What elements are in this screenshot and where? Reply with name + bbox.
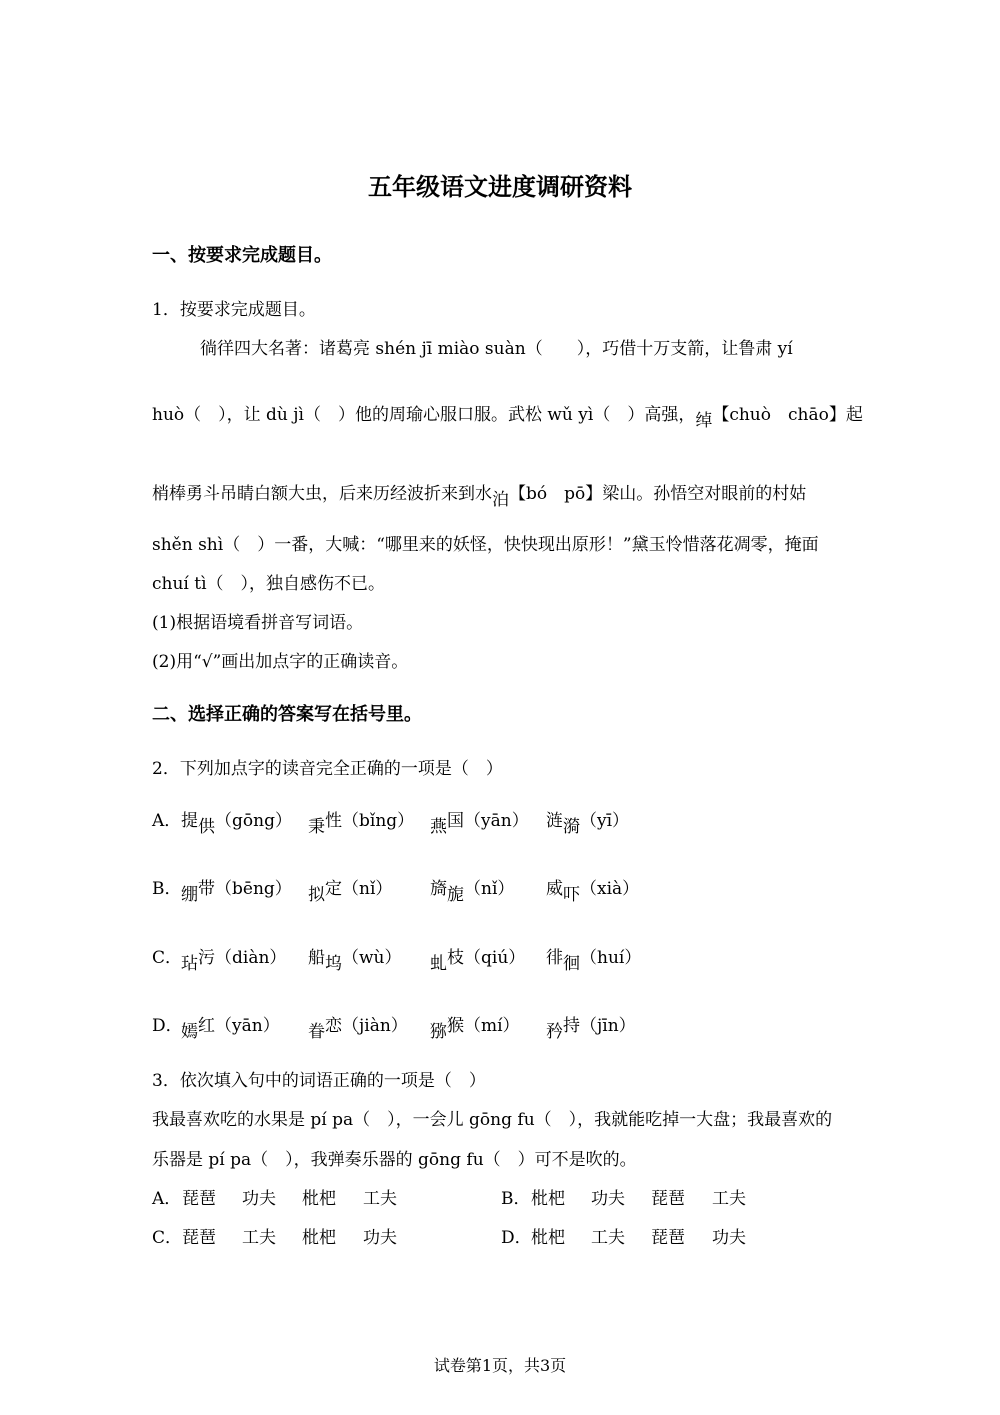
question-2-option-d[interactable]: [152, 1016, 852, 1044]
question-3-label: 3．依次填入句中的词语正确的一项是（ ）: [152, 1071, 486, 1091]
dotted-char: 猕: [430, 1022, 447, 1042]
question-3-option-a[interactable]: [152, 1189, 412, 1211]
pinyin: （wù）: [342, 948, 402, 968]
pinyin: （jīn）: [580, 1016, 636, 1036]
option-word: 燕国（yān）: [430, 811, 529, 837]
option-word: 绷带（bēng）: [181, 879, 292, 905]
dotted-char: 绰: [695, 411, 713, 431]
page-title: 五年级语文进度调研资料: [368, 172, 632, 201]
pinyin: （nǐ）: [464, 879, 515, 899]
dotted-char: 绷: [181, 885, 198, 905]
question-2-option-b[interactable]: [152, 879, 852, 907]
dotted-char: 眷: [308, 1022, 325, 1042]
dotted-char: 秉: [308, 817, 325, 837]
dotted-char: 虬: [430, 954, 447, 974]
option-word: 旖旎（nǐ）: [430, 879, 515, 905]
question-1-passage-line-3: 梢棒勇斗吊睛白额大虫，后来历经波折来到水泊【bó pō】梁山。孙悟空对眼前的村姑: [152, 484, 807, 510]
pinyin: （yī）: [580, 811, 630, 831]
dotted-char: 漪: [563, 817, 580, 837]
option-letter: D．: [152, 1016, 183, 1036]
option-letter: A．: [152, 811, 182, 831]
option-word: 功夫: [363, 1228, 397, 1248]
dotted-char: 旎: [447, 885, 464, 905]
pinyin: （yān）: [215, 1016, 280, 1036]
question-1-label: 1．按要求完成题目。: [152, 300, 316, 320]
pinyin: （qiú）: [464, 948, 526, 968]
option-word: 提供（gōng）: [181, 811, 292, 837]
dotted-char: 吓: [563, 885, 580, 905]
dotted-char: 拟: [308, 885, 325, 905]
option-letter: C．: [152, 1228, 183, 1248]
option-word: 功夫: [712, 1228, 746, 1248]
option-word: 琵琶: [651, 1228, 685, 1248]
option-word: 工夫: [242, 1228, 276, 1248]
pinyin: （yān）: [464, 811, 529, 831]
option-word: 嫣红（yān）: [181, 1016, 280, 1042]
option-word: 矜持（jīn）: [546, 1016, 636, 1042]
question-1-sub-2: (2)用“√”画出加点字的正确读音。: [152, 652, 409, 672]
option-word: 虬枝（qiú）: [430, 948, 526, 974]
dotted-char: 泊: [492, 490, 509, 510]
dotted-char: 嫣: [181, 1022, 198, 1042]
option-letter: B．: [152, 879, 182, 899]
option-word: 功夫: [591, 1189, 625, 1209]
option-word: 徘徊（huí）: [546, 948, 642, 974]
pinyin: （gōng）: [215, 811, 292, 831]
option-word: 功夫: [242, 1189, 276, 1209]
pinyin: （mí）: [464, 1016, 520, 1036]
option-word: 枇杷: [302, 1189, 336, 1209]
question-3-line-2: 乐器是 pí pa（ ），我弹奏乐器的 gōng fu（ ）可不是吹的。: [152, 1150, 637, 1170]
option-letter: A．: [152, 1189, 182, 1209]
dotted-char: 坞: [325, 954, 342, 974]
dotted-char: 供: [198, 817, 215, 837]
question-2-option-a[interactable]: [152, 811, 852, 839]
question-1-passage-line-2: huò（ ），让 dù jì（ ）他的周瑜心服口服。武松 wǔ yì（ ）高强，绰【chuò chāo】起: [152, 405, 863, 431]
dotted-char: 燕: [430, 817, 447, 837]
section-1-heading: 一、按要求完成题目。: [152, 245, 332, 266]
page-footer: 试卷第1页，共3页: [433, 1356, 567, 1375]
option-word: 拟定（nǐ）: [308, 879, 393, 905]
option-word: 威吓（xià）: [546, 879, 640, 905]
dotted-char: 徊: [563, 954, 580, 974]
question-1-sub-1: (1)根据语境看拼音写词语。: [152, 613, 364, 633]
option-word: 枇杷: [531, 1189, 565, 1209]
option-letter: D．: [501, 1228, 532, 1248]
option-word: 工夫: [591, 1228, 625, 1248]
option-word: 秉性（bǐng）: [308, 811, 415, 837]
pinyin: （nǐ）: [342, 879, 393, 899]
pinyin: （xià）: [580, 879, 640, 899]
dotted-char: 矜: [546, 1022, 563, 1042]
option-letter: C．: [152, 948, 183, 968]
option-word: 枇杷: [531, 1228, 565, 1248]
section-2-heading: 二、选择正确的答案写在括号里。: [152, 704, 422, 725]
question-1-passage-line-5: chuí tì（ ），独自感伤不已。: [152, 574, 386, 594]
pinyin: （diàn）: [215, 948, 287, 968]
option-word: 玷污（diàn）: [181, 948, 287, 974]
question-3-option-c[interactable]: [152, 1228, 412, 1250]
option-word: 琵琶: [182, 1228, 216, 1248]
pinyin: （jiàn）: [342, 1016, 408, 1036]
dotted-char: 玷: [181, 954, 198, 974]
option-word: 船坞（wù）: [308, 948, 402, 974]
pinyin: （bēng）: [215, 879, 292, 899]
option-word: 工夫: [712, 1189, 746, 1209]
option-word: 枇杷: [302, 1228, 336, 1248]
question-1-passage-line-4: shěn shì（ ）一番，大喊：“哪里来的妖怪，快快现出原形！”黛玉怜惜落花凋零，掩面: [152, 535, 819, 555]
option-letter: B．: [501, 1189, 531, 1209]
option-word: 猕猴（mí）: [430, 1016, 520, 1042]
option-word: 眷恋（jiàn）: [308, 1016, 408, 1042]
question-3-option-b[interactable]: [501, 1189, 761, 1211]
question-1-passage-line-1: 徜徉四大名著：诸葛亮 shén jī miào suàn（ ），巧借十万支箭，让鲁肃 yí: [200, 339, 793, 359]
option-word: 涟漪（yī）: [546, 811, 630, 837]
option-word: 琵琶: [651, 1189, 685, 1209]
option-word: 琵琶: [182, 1189, 216, 1209]
question-2-option-c[interactable]: [152, 948, 852, 976]
question-3-line-1: 我最喜欢吃的水果是 pí pa（ ），一会儿 gōng fu（ ），我就能吃掉一大盘；我最喜欢的: [152, 1110, 833, 1130]
option-word: 工夫: [363, 1189, 397, 1209]
pinyin: （bǐng）: [342, 811, 415, 831]
question-3-option-d[interactable]: [501, 1228, 761, 1250]
pinyin: （huí）: [580, 948, 642, 968]
question-2-label: 2．下列加点字的读音完全正确的一项是（ ）: [152, 759, 503, 779]
